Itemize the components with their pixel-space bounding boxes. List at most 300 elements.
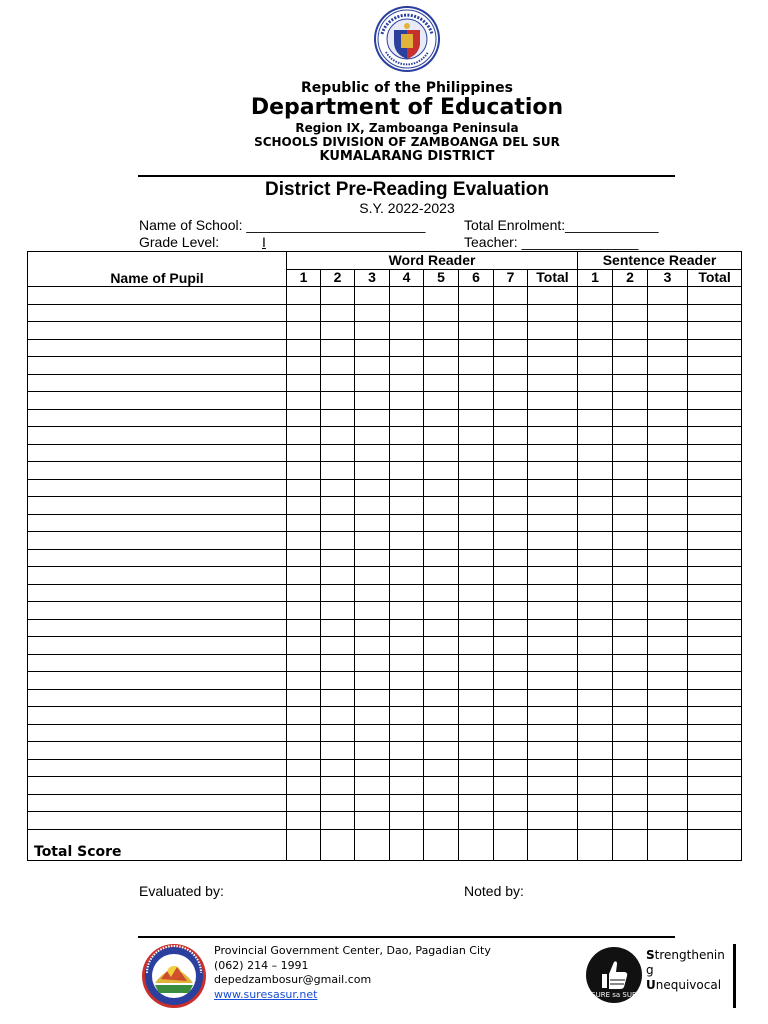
score-cell[interactable] (613, 812, 648, 830)
score-cell[interactable] (688, 532, 742, 550)
score-cell[interactable] (390, 304, 424, 322)
score-cell[interactable] (424, 532, 459, 550)
score-cell[interactable] (528, 794, 578, 812)
score-cell[interactable] (648, 304, 688, 322)
score-cell[interactable] (287, 339, 321, 357)
score-cell[interactable] (390, 427, 424, 445)
score-cell[interactable] (459, 812, 494, 830)
score-cell[interactable] (528, 549, 578, 567)
score-cell[interactable] (494, 357, 528, 375)
score-cell[interactable] (494, 707, 528, 725)
score-cell[interactable] (459, 514, 494, 532)
score-cell[interactable] (390, 497, 424, 515)
score-cell[interactable] (613, 759, 648, 777)
score-cell[interactable] (494, 322, 528, 340)
score-cell[interactable] (355, 409, 390, 427)
score-cell[interactable] (321, 392, 355, 410)
score-cell[interactable] (688, 584, 742, 602)
score-cell[interactable] (528, 759, 578, 777)
score-cell[interactable] (459, 479, 494, 497)
score-cell[interactable] (648, 444, 688, 462)
pupil-name-cell[interactable] (28, 532, 287, 550)
pupil-name-cell[interactable] (28, 742, 287, 760)
score-cell[interactable] (528, 619, 578, 637)
score-cell[interactable] (688, 567, 742, 585)
score-cell[interactable] (494, 794, 528, 812)
score-cell[interactable] (390, 777, 424, 795)
score-cell[interactable] (287, 287, 321, 305)
score-cell[interactable] (494, 567, 528, 585)
score-cell[interactable] (578, 689, 613, 707)
score-cell[interactable] (613, 584, 648, 602)
score-cell[interactable] (578, 567, 613, 585)
score-cell[interactable] (613, 532, 648, 550)
score-cell[interactable] (287, 672, 321, 690)
score-cell[interactable] (613, 392, 648, 410)
score-cell[interactable] (494, 514, 528, 532)
footer-website-link[interactable]: www.suresasur.net (214, 987, 318, 1001)
score-cell[interactable] (648, 339, 688, 357)
score-cell[interactable] (528, 304, 578, 322)
score-cell[interactable] (287, 812, 321, 830)
score-cell[interactable] (494, 532, 528, 550)
score-cell[interactable] (688, 707, 742, 725)
score-cell[interactable] (459, 532, 494, 550)
score-cell[interactable] (390, 602, 424, 620)
score-cell[interactable] (648, 479, 688, 497)
score-cell[interactable] (459, 444, 494, 462)
score-cell[interactable] (424, 287, 459, 305)
score-cell[interactable] (578, 462, 613, 480)
score-cell[interactable] (321, 304, 355, 322)
score-cell[interactable] (578, 427, 613, 445)
score-cell[interactable] (494, 759, 528, 777)
score-cell[interactable] (578, 637, 613, 655)
score-cell[interactable] (528, 444, 578, 462)
score-cell[interactable] (390, 392, 424, 410)
pupil-name-cell[interactable] (28, 339, 287, 357)
score-cell[interactable] (613, 374, 648, 392)
score-cell[interactable] (578, 812, 613, 830)
score-cell[interactable] (688, 462, 742, 480)
score-cell[interactable] (648, 812, 688, 830)
score-cell[interactable] (613, 742, 648, 760)
score-cell[interactable] (494, 479, 528, 497)
score-cell[interactable] (287, 549, 321, 567)
score-cell[interactable] (390, 794, 424, 812)
score-cell[interactable] (287, 392, 321, 410)
score-cell[interactable] (390, 619, 424, 637)
score-cell[interactable] (321, 549, 355, 567)
score-cell[interactable] (287, 602, 321, 620)
score-cell[interactable] (355, 304, 390, 322)
score-cell[interactable] (528, 742, 578, 760)
score-cell[interactable] (648, 514, 688, 532)
score-cell[interactable] (648, 689, 688, 707)
score-cell[interactable] (648, 287, 688, 305)
score-cell[interactable] (321, 742, 355, 760)
score-cell[interactable] (390, 549, 424, 567)
score-cell[interactable] (688, 409, 742, 427)
score-cell[interactable] (287, 514, 321, 532)
score-cell[interactable] (688, 602, 742, 620)
score-cell[interactable] (424, 357, 459, 375)
score-cell[interactable] (578, 304, 613, 322)
score-cell[interactable] (688, 479, 742, 497)
score-cell[interactable] (287, 794, 321, 812)
score-cell[interactable] (528, 462, 578, 480)
score-cell[interactable] (528, 602, 578, 620)
score-cell[interactable] (648, 462, 688, 480)
score-cell[interactable] (459, 724, 494, 742)
score-cell[interactable] (578, 322, 613, 340)
pupil-name-cell[interactable] (28, 479, 287, 497)
total-enrolment-field[interactable]: Total Enrolment:____________ (464, 217, 659, 233)
score-cell[interactable] (355, 462, 390, 480)
score-cell[interactable] (648, 584, 688, 602)
score-cell[interactable] (578, 514, 613, 532)
score-cell[interactable] (321, 689, 355, 707)
score-cell[interactable] (459, 497, 494, 515)
score-cell[interactable] (688, 812, 742, 830)
score-cell[interactable] (321, 322, 355, 340)
score-cell[interactable] (424, 672, 459, 690)
score-cell[interactable] (459, 602, 494, 620)
score-cell[interactable] (494, 602, 528, 620)
score-cell[interactable] (321, 812, 355, 830)
score-cell[interactable] (459, 619, 494, 637)
score-cell[interactable] (424, 707, 459, 725)
score-cell[interactable] (688, 374, 742, 392)
score-cell[interactable] (613, 409, 648, 427)
score-cell[interactable] (459, 567, 494, 585)
score-cell[interactable] (528, 427, 578, 445)
score-cell[interactable] (355, 812, 390, 830)
score-cell[interactable] (355, 637, 390, 655)
score-cell[interactable] (494, 689, 528, 707)
pupil-name-cell[interactable] (28, 812, 287, 830)
score-cell[interactable] (287, 567, 321, 585)
score-cell[interactable] (528, 812, 578, 830)
score-cell[interactable] (355, 672, 390, 690)
score-cell[interactable] (355, 742, 390, 760)
score-cell[interactable] (494, 339, 528, 357)
score-cell[interactable] (613, 514, 648, 532)
score-cell[interactable] (494, 619, 528, 637)
pupil-name-cell[interactable] (28, 777, 287, 795)
score-cell[interactable] (528, 357, 578, 375)
score-cell[interactable] (578, 479, 613, 497)
score-cell[interactable] (390, 409, 424, 427)
score-cell[interactable] (355, 287, 390, 305)
score-cell[interactable] (390, 584, 424, 602)
score-cell[interactable] (613, 794, 648, 812)
score-cell[interactable] (321, 427, 355, 445)
score-cell[interactable] (424, 602, 459, 620)
score-cell[interactable] (528, 392, 578, 410)
score-cell[interactable] (688, 514, 742, 532)
score-cell[interactable] (528, 567, 578, 585)
score-cell[interactable] (355, 427, 390, 445)
score-cell[interactable] (355, 654, 390, 672)
pupil-name-cell[interactable] (28, 637, 287, 655)
score-cell[interactable] (355, 777, 390, 795)
score-cell[interactable] (424, 812, 459, 830)
score-cell[interactable] (528, 777, 578, 795)
score-cell[interactable] (648, 724, 688, 742)
pupil-name-cell[interactable] (28, 304, 287, 322)
score-cell[interactable] (613, 654, 648, 672)
score-cell[interactable] (688, 794, 742, 812)
score-cell[interactable] (578, 742, 613, 760)
score-cell[interactable] (424, 777, 459, 795)
score-cell[interactable] (688, 654, 742, 672)
score-cell[interactable] (459, 742, 494, 760)
score-cell[interactable] (688, 829, 742, 860)
score-cell[interactable] (494, 777, 528, 795)
score-cell[interactable] (494, 549, 528, 567)
pupil-name-cell[interactable] (28, 619, 287, 637)
score-cell[interactable] (494, 462, 528, 480)
pupil-name-cell[interactable] (28, 322, 287, 340)
score-cell[interactable] (613, 602, 648, 620)
score-cell[interactable] (613, 777, 648, 795)
score-cell[interactable] (528, 689, 578, 707)
score-cell[interactable] (424, 742, 459, 760)
score-cell[interactable] (390, 654, 424, 672)
score-cell[interactable] (528, 497, 578, 515)
pupil-name-cell[interactable] (28, 427, 287, 445)
score-cell[interactable] (648, 829, 688, 860)
score-cell[interactable] (424, 374, 459, 392)
score-cell[interactable] (613, 304, 648, 322)
score-cell[interactable] (613, 724, 648, 742)
score-cell[interactable] (390, 287, 424, 305)
score-cell[interactable] (355, 322, 390, 340)
score-cell[interactable] (528, 322, 578, 340)
score-cell[interactable] (648, 497, 688, 515)
score-cell[interactable] (424, 409, 459, 427)
score-cell[interactable] (287, 427, 321, 445)
score-cell[interactable] (424, 829, 459, 860)
score-cell[interactable] (494, 287, 528, 305)
score-cell[interactable] (355, 794, 390, 812)
score-cell[interactable] (424, 322, 459, 340)
score-cell[interactable] (494, 444, 528, 462)
score-cell[interactable] (648, 357, 688, 375)
score-cell[interactable] (424, 567, 459, 585)
score-cell[interactable] (390, 322, 424, 340)
score-cell[interactable] (494, 304, 528, 322)
score-cell[interactable] (494, 427, 528, 445)
score-cell[interactable] (648, 619, 688, 637)
score-cell[interactable] (528, 287, 578, 305)
score-cell[interactable] (578, 287, 613, 305)
score-cell[interactable] (390, 374, 424, 392)
score-cell[interactable] (578, 444, 613, 462)
score-cell[interactable] (390, 742, 424, 760)
score-cell[interactable] (528, 584, 578, 602)
score-cell[interactable] (578, 654, 613, 672)
pupil-name-cell[interactable] (28, 357, 287, 375)
score-cell[interactable] (355, 514, 390, 532)
score-cell[interactable] (424, 584, 459, 602)
score-cell[interactable] (321, 707, 355, 725)
score-cell[interactable] (321, 672, 355, 690)
score-cell[interactable] (459, 374, 494, 392)
pupil-name-cell[interactable] (28, 689, 287, 707)
score-cell[interactable] (287, 532, 321, 550)
score-cell[interactable] (390, 689, 424, 707)
score-cell[interactable] (424, 689, 459, 707)
pupil-name-cell[interactable] (28, 497, 287, 515)
score-cell[interactable] (688, 444, 742, 462)
score-cell[interactable] (648, 672, 688, 690)
score-cell[interactable] (390, 567, 424, 585)
score-cell[interactable] (355, 357, 390, 375)
score-cell[interactable] (424, 794, 459, 812)
score-cell[interactable] (424, 759, 459, 777)
score-cell[interactable] (494, 392, 528, 410)
score-cell[interactable] (613, 339, 648, 357)
score-cell[interactable] (688, 304, 742, 322)
score-cell[interactable] (459, 672, 494, 690)
score-cell[interactable] (613, 444, 648, 462)
score-cell[interactable] (355, 567, 390, 585)
score-cell[interactable] (287, 444, 321, 462)
score-cell[interactable] (287, 479, 321, 497)
score-cell[interactable] (355, 689, 390, 707)
score-cell[interactable] (613, 829, 648, 860)
score-cell[interactable] (287, 497, 321, 515)
score-cell[interactable] (578, 497, 613, 515)
teacher-field[interactable]: Teacher: _______________ (464, 234, 639, 250)
score-cell[interactable] (688, 287, 742, 305)
score-cell[interactable] (688, 637, 742, 655)
score-cell[interactable] (528, 707, 578, 725)
score-cell[interactable] (648, 777, 688, 795)
score-cell[interactable] (459, 462, 494, 480)
score-cell[interactable] (613, 427, 648, 445)
score-cell[interactable] (355, 479, 390, 497)
score-cell[interactable] (494, 672, 528, 690)
score-cell[interactable] (424, 724, 459, 742)
score-cell[interactable] (424, 339, 459, 357)
score-cell[interactable] (613, 567, 648, 585)
score-cell[interactable] (459, 794, 494, 812)
score-cell[interactable] (390, 339, 424, 357)
score-cell[interactable] (648, 707, 688, 725)
score-cell[interactable] (494, 374, 528, 392)
score-cell[interactable] (613, 462, 648, 480)
score-cell[interactable] (321, 462, 355, 480)
score-cell[interactable] (578, 619, 613, 637)
score-cell[interactable] (459, 777, 494, 795)
score-cell[interactable] (648, 602, 688, 620)
score-cell[interactable] (459, 427, 494, 445)
score-cell[interactable] (578, 602, 613, 620)
score-cell[interactable] (578, 707, 613, 725)
score-cell[interactable] (613, 619, 648, 637)
pupil-name-cell[interactable] (28, 707, 287, 725)
pupil-name-cell[interactable] (28, 549, 287, 567)
score-cell[interactable] (355, 602, 390, 620)
score-cell[interactable] (528, 532, 578, 550)
score-cell[interactable] (528, 409, 578, 427)
score-cell[interactable] (648, 742, 688, 760)
score-cell[interactable] (578, 584, 613, 602)
score-cell[interactable] (287, 724, 321, 742)
score-cell[interactable] (494, 637, 528, 655)
score-cell[interactable] (494, 584, 528, 602)
score-cell[interactable] (390, 707, 424, 725)
score-cell[interactable] (459, 637, 494, 655)
score-cell[interactable] (424, 427, 459, 445)
score-cell[interactable] (528, 654, 578, 672)
score-cell[interactable] (390, 724, 424, 742)
score-cell[interactable] (459, 829, 494, 860)
score-cell[interactable] (459, 409, 494, 427)
score-cell[interactable] (287, 304, 321, 322)
score-cell[interactable] (494, 742, 528, 760)
score-cell[interactable] (459, 322, 494, 340)
score-cell[interactable] (321, 374, 355, 392)
score-cell[interactable] (390, 514, 424, 532)
score-cell[interactable] (321, 829, 355, 860)
score-cell[interactable] (578, 777, 613, 795)
score-cell[interactable] (459, 304, 494, 322)
score-cell[interactable] (321, 357, 355, 375)
score-cell[interactable] (494, 654, 528, 672)
score-cell[interactable] (287, 357, 321, 375)
score-cell[interactable] (321, 584, 355, 602)
score-cell[interactable] (613, 689, 648, 707)
score-cell[interactable] (578, 724, 613, 742)
pupil-name-cell[interactable] (28, 724, 287, 742)
score-cell[interactable] (459, 654, 494, 672)
score-cell[interactable] (287, 462, 321, 480)
score-cell[interactable] (688, 672, 742, 690)
score-cell[interactable] (287, 759, 321, 777)
score-cell[interactable] (321, 514, 355, 532)
score-cell[interactable] (321, 479, 355, 497)
score-cell[interactable] (355, 829, 390, 860)
score-cell[interactable] (390, 479, 424, 497)
score-cell[interactable] (688, 549, 742, 567)
score-cell[interactable] (528, 374, 578, 392)
score-cell[interactable] (648, 654, 688, 672)
score-cell[interactable] (688, 619, 742, 637)
score-cell[interactable] (390, 672, 424, 690)
score-cell[interactable] (688, 427, 742, 445)
score-cell[interactable] (321, 567, 355, 585)
score-cell[interactable] (578, 357, 613, 375)
score-cell[interactable] (613, 357, 648, 375)
score-cell[interactable] (494, 812, 528, 830)
score-cell[interactable] (321, 724, 355, 742)
score-cell[interactable] (355, 759, 390, 777)
score-cell[interactable] (688, 759, 742, 777)
score-cell[interactable] (613, 322, 648, 340)
score-cell[interactable] (424, 479, 459, 497)
score-cell[interactable] (578, 392, 613, 410)
score-cell[interactable] (648, 637, 688, 655)
score-cell[interactable] (688, 742, 742, 760)
score-cell[interactable] (390, 812, 424, 830)
score-cell[interactable] (613, 637, 648, 655)
score-cell[interactable] (390, 444, 424, 462)
score-cell[interactable] (390, 829, 424, 860)
